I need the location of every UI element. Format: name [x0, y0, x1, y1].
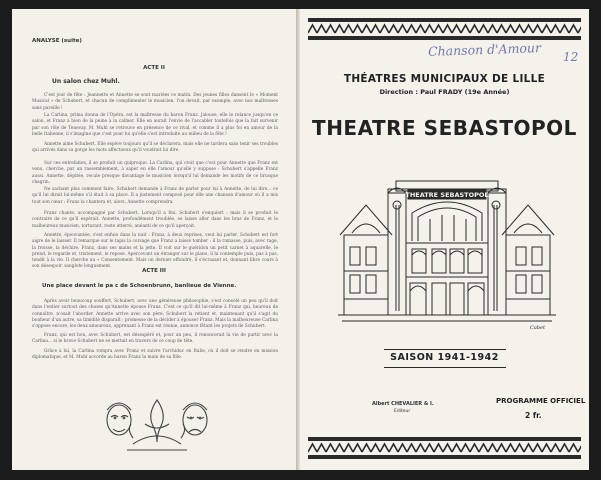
artist-signature: Cabet: [530, 325, 545, 331]
season-rule-top: [384, 349, 506, 350]
season-title: SAISON 1941-1942: [390, 352, 499, 363]
top-frieze: [308, 18, 581, 40]
frieze-chevron: [542, 25, 551, 33]
frieze-chevron: [479, 444, 488, 452]
frieze-chevron: [371, 25, 380, 33]
frieze-chevron: [569, 444, 578, 452]
act-2-paragraph: Sur ces entrefaites, il se produit un quiproquo. La Carlina, qui croit que c'est pour Annette que Franz est venu, cherche, par un rassemblement, à saper en elle l'amour qu'elle y suppose : Schubert s'appelle Franz aussi. Annette, dépitée, recule presque davantage le musicien lorsqu'il lui demande les motifs de ce brusque chagrin.: [32, 161, 278, 185]
act-3-paragraph: Grâce à lui, la Carlina rompra avec Franz et suivre l'archiduc en Italie, où il doit se rendre en mission diplomatique, et M. Muhl accorde au baron Franz la main de sa fille.: [32, 349, 278, 361]
act-2-paragraph: Franz chante, accompagné par Schubert. Lorsqu'il a fini, Schubert s'enquiert : mais il se produit le contraire de ce qu'il espérait. Annette, profondément troublée, se laisse aller dans les bras de Franz, et le malheureux musicien, torturant, reste atterré, anéanti de ce qu'il aperçoit.: [32, 211, 278, 229]
frieze-chevron: [542, 444, 551, 452]
frieze-chevron: [461, 444, 470, 452]
act-3-paragraph: Franz, qui est bon, avec Schubert, est désespéré et, pour un peu, il renoncerait la vie de partir avec la Carlina... si le brave Schubert ne se mettait en travers de ce coup de tête.: [32, 333, 278, 345]
frieze-chevron: [515, 444, 524, 452]
frieze-chevron: [416, 444, 425, 452]
theatre-title: THEATRE SEBASTOPOL: [312, 116, 577, 140]
analysis-header: ANALYSE (suite): [32, 38, 82, 44]
frieze-chevron: [335, 25, 344, 33]
act-2-paragraph: Annette aime Schubert. Elle espère toujours qu'il se déclarera, mais elle ne tardera sans tenir ses troubles qui arrivés dans sa gorge les mots affectueux qu'il voudrait lui dire.: [32, 142, 278, 154]
frieze-chevron: [560, 25, 569, 33]
left-page: [12, 9, 296, 470]
act-2-paragraph: Ne sachant plus comment faire, Schubert demande à Franz de parler pour lui à Annette, de lui dire... ce qu'il lui dirait lui-même s'il était à sa place. Il a justement composé pour elle une chanson d'amour où il a mis tout son cœur : Franz la chantera et, alors, Annette comprendra.: [32, 187, 278, 205]
frieze-chevron: [425, 444, 434, 452]
frieze-chevron: [407, 444, 416, 452]
frieze-chevron: [488, 444, 497, 452]
frieze-chevron: [344, 444, 353, 452]
frieze-chevron: [326, 25, 335, 33]
frieze-chevron: [416, 25, 425, 33]
act-3-title: ACTE III: [142, 268, 166, 274]
frieze-chevron: [461, 25, 470, 33]
frieze-chevron: [407, 25, 416, 33]
frieze-chevron: [515, 25, 524, 33]
editor-label: Editeur: [394, 409, 411, 414]
handwritten-title: Chanson d'Amour: [427, 40, 542, 59]
act-2-subtitle: Un salon chez Muhl.: [52, 78, 120, 85]
frieze-chevron: [362, 444, 371, 452]
act-3-paragraph: Après avoir beaucoup souffert, Schubert, avec une généreuse philosophie, s'est consolé un peu qu'il doit dans l'entier surtout des choses qu'Annette épouse Franz. C'est ce qu'il dit lui-même à Franz qui, heureux de connaître, n'osait l'aborder. Annette arrive avec son père. Schubert la retient et, maintenant qu'il s'agit du bonheur d'un autre, sa timidité disparaît ; promesse de la décider à épouser Franz. Mais la malheureuse Carlina s'oppose encore, les deux amoureux, apprenant à Franz est réunie, annonce fêtant les projets de Schubert.: [32, 299, 278, 330]
season-rule-bottom: [384, 367, 506, 368]
act-2-title: ACTE II: [143, 65, 165, 71]
frieze-chevron: [353, 25, 362, 33]
frieze-chevron: [488, 25, 497, 33]
frieze-chevron: [380, 25, 389, 33]
frieze-chevron: [497, 444, 506, 452]
price: 2 fr.: [525, 411, 542, 420]
frieze-chevron: [308, 444, 317, 452]
frieze-chevron: [470, 444, 479, 452]
frieze-chevron: [578, 25, 581, 33]
frieze-chevron: [353, 444, 362, 452]
frieze-chevron: [398, 25, 407, 33]
frieze-chevron: [497, 25, 506, 33]
frieze-chevron: [380, 444, 389, 452]
frieze-chevron: [470, 25, 479, 33]
frieze-chevron: [551, 444, 560, 452]
frieze-chevron: [434, 25, 443, 33]
frieze-chevron: [443, 444, 452, 452]
frieze-chevron: [335, 444, 344, 452]
frieze-chevron: [317, 25, 326, 33]
frieze-chevron: [452, 444, 461, 452]
act-3-subtitle: Une place devant le pa c de Schoenbrunn, banlieue de Vienne.: [42, 283, 237, 289]
frieze-chevron: [389, 25, 398, 33]
frieze-chevron: [533, 444, 542, 452]
act-2-paragraph: Annette, épouvantée, s'est enfuie dans la nuit : Franz, à deux reprises, veut lui parler. Schubert est fort aigre de le laisser. Il remarque sur le tapis la corsage que Franz a laissé tomber : il la ramasse, puis, avec rage, la froisse, la déchire. Franz, dans ses mains et la jette. Il voit sur le guéridon un petit carnet à aquarelle, le prend, le regarde et, tristement, le repose. Apercevant un étranger sur le piano, il la contemple puis, pas à pas, tendit à la vie. Il cherche au « Consentement. Mais un dernier effondré, il s'écrasant et, donnant libre cours à son désespoir, sanglote longuement.: [32, 233, 278, 270]
frieze-chevron: [479, 25, 488, 33]
frieze-chevron: [389, 444, 398, 452]
program-label: PROGRAMME OFFICIEL: [496, 397, 586, 405]
frieze-chevron: [398, 444, 407, 452]
building-sign-text: THEATRE SEBASTOPOL: [405, 191, 489, 199]
handwritten-number: 12: [563, 50, 579, 64]
right-page: [300, 9, 589, 470]
direction-line: Direction : Paul FRADY (19e Année): [379, 88, 510, 96]
organization-name: THÉATRES MUNICIPAUX DE LILLE: [343, 73, 546, 85]
frieze-chevron: [362, 25, 371, 33]
frieze-chevron: [344, 25, 353, 33]
bottom-frieze: [308, 437, 581, 459]
frieze-chevron: [524, 25, 533, 33]
frieze-chevron: [506, 444, 515, 452]
theatre-building-illustration: [336, 175, 558, 331]
frieze-chevron: [308, 25, 317, 33]
masks-ornament: [97, 392, 217, 454]
frieze-chevron: [533, 25, 542, 33]
frieze-chevron: [560, 444, 569, 452]
frieze-chevron: [371, 444, 380, 452]
frieze-chevron: [578, 444, 581, 452]
frieze-chevron: [425, 25, 434, 33]
frieze-chevron: [443, 25, 452, 33]
frieze-chevron: [524, 444, 533, 452]
act-2-paragraph: La Carlina, prima donna de l'Opéra, est la maîtresse du baron Franz. Jalouse, elle le relance jusqu'en ce salon, et Franz a bien de la peine à la calmer. Elle en aurait l'envie de l'accabler toutefois que la fait survenir par son rôle de Tenevay. M. Muhl se retrouve en présence de ce rival, et comme il a plus foi en amour de la belle Italienne, il s'imagine que c'est pour lui qu'elle s'est introduite au milieu de la fête !: [32, 113, 278, 137]
frieze-chevron: [569, 25, 578, 33]
frieze-chevron: [326, 444, 335, 452]
editor-name: Albert CHEVALIER & I.: [372, 401, 434, 407]
frieze-chevron: [317, 444, 326, 452]
frieze-chevron: [452, 25, 461, 33]
frieze-chevron: [551, 25, 560, 33]
frieze-chevron: [434, 444, 443, 452]
act-2-paragraph: C'est jour de fête : Jeannette et Annette se sont mariées ce matin. Des jeunes filles dansent le « Moment Musical » de Schubert, et chacun de complimenter le musicien, l'on devait, par exemple, avec nos maîtresses sans pareille !: [32, 93, 278, 111]
frieze-chevron: [506, 25, 515, 33]
